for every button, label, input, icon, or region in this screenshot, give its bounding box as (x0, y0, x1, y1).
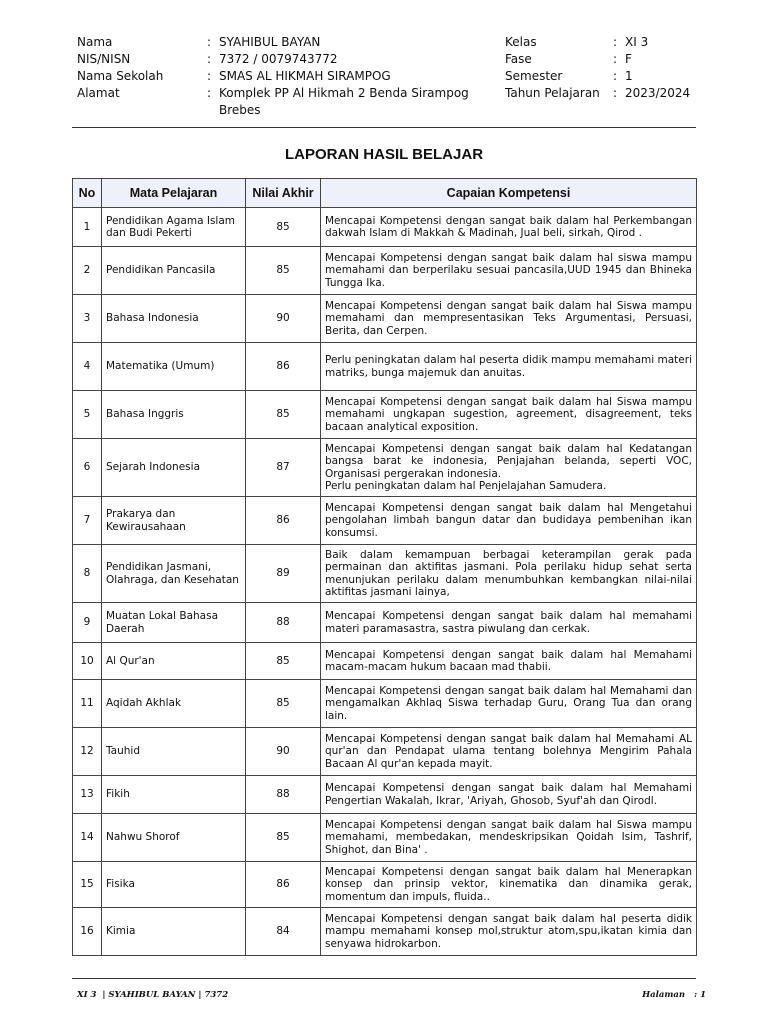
row-subject: Aqidah Akhlak (102, 680, 246, 728)
info-row (77, 85, 499, 119)
row-achievement: Perlu peningkatan dalam hal peserta didik mampu memahami materi matriks, bunga majemuk dan anuitas. (321, 343, 697, 391)
row-achievement: Mencapai Kompetensi dengan sangat baik dalam hal Perkembangan dakwah Islam di Makkah & Madinah, Jual beli, sirkah, Qirod . (321, 208, 697, 247)
row-achievement: Mencapai Kompetensi dengan sangat baik dalam hal Kedatangan bangsa barat ke indonesia, Penjajahan belanda, seperti VOC, Organisasi pergerakan indonesia. Perlu peningkatan dalam hal Penjelajahan Samudera. (321, 439, 697, 497)
row-number: 4 (73, 343, 102, 391)
info-separator: : (207, 35, 212, 49)
row-subject: Al Qur'an (102, 643, 246, 680)
table-row (73, 247, 697, 295)
grades-table (72, 178, 697, 956)
info-label: NIS/NISN (77, 52, 131, 66)
row-score: 85 (246, 208, 321, 247)
info-row (77, 68, 499, 85)
table-row (73, 439, 697, 497)
row-score: 87 (246, 439, 321, 497)
table-row (73, 862, 697, 908)
row-achievement: Mencapai Kompetensi dengan sangat baik dalam hal Siswa mampu memahami, membedakan, mendeskripsikan Qoidah Isim, Tashrif, Shighot, dan Bina' . (321, 814, 697, 862)
table-row (73, 680, 697, 728)
table-row (73, 908, 697, 956)
footer-student-info: XI 3 | SYAHIBUL BAYAN | 7372 (77, 990, 229, 1000)
table-row (73, 208, 697, 247)
header-achievement: Capaian Kompetensi (321, 179, 697, 208)
row-score: 86 (246, 862, 321, 908)
row-score: 86 (246, 343, 321, 391)
table-row (73, 497, 697, 545)
row-number: 11 (73, 680, 102, 728)
row-score: 85 (246, 247, 321, 295)
row-number: 7 (73, 497, 102, 545)
info-label: Fase (505, 52, 532, 66)
info-row (77, 51, 499, 68)
row-achievement: Mencapai Kompetensi dengan sangat baik dalam hal Siswa mampu memahami ungkapan sugestion, agreement, disagreement, teks bacaan analytical exposition. (321, 391, 697, 439)
row-number: 9 (73, 603, 102, 643)
table-row (73, 343, 697, 391)
info-value: 2023/2024 (625, 86, 691, 100)
table-row (73, 643, 697, 680)
row-number: 12 (73, 728, 102, 776)
info-row (505, 68, 690, 85)
row-subject: Bahasa Inggris (102, 391, 246, 439)
row-subject: Pendidikan Agama Islam dan Budi Pekerti (102, 208, 246, 247)
row-score: 89 (246, 545, 321, 603)
row-subject: Pendidikan Pancasila (102, 247, 246, 295)
row-subject: Sejarah Indonesia (102, 439, 246, 497)
row-subject: Tauhid (102, 728, 246, 776)
row-number: 8 (73, 545, 102, 603)
info-separator: : (613, 69, 618, 83)
info-value: F (625, 52, 632, 66)
row-achievement: Mencapai Kompetensi dengan sangat baik dalam hal Siswa mampu memahami dan mempresentasikan Teks Argumentasi, Persuasi, Berita, dan Cerpen. (321, 295, 697, 343)
table-row (73, 545, 697, 603)
footer-page-number: Halaman : 1 (642, 990, 706, 1000)
header-divider (72, 127, 696, 128)
row-achievement: Mencapai Kompetensi dengan sangat baik dalam hal Memahami Pengertian Wakalah, Ikrar, 'Ariyah, Ghosob, Syuf'ah dan Qirodl. (321, 776, 697, 814)
row-score: 85 (246, 680, 321, 728)
table-row (73, 814, 697, 862)
row-number: 5 (73, 391, 102, 439)
header-no: No (73, 179, 102, 208)
row-achievement: Mencapai Kompetensi dengan sangat baik dalam hal Menerapkan konsep dan prinsip vektor, kinematika dan dinamika gerak, momentum dan impuls, fluida.. (321, 862, 697, 908)
info-row (77, 34, 499, 51)
header-score: Nilai Akhir (246, 179, 321, 208)
row-number: 14 (73, 814, 102, 862)
row-number: 1 (73, 208, 102, 247)
row-achievement: Mencapai Kompetensi dengan sangat baik dalam hal Mengetahui pengolahan limbah bangun datar dan budidaya pembenihan ikan konsumsi. (321, 497, 697, 545)
info-separator: : (613, 35, 618, 49)
info-label: Alamat (77, 86, 120, 100)
table-row (73, 391, 697, 439)
row-number: 15 (73, 862, 102, 908)
info-label: Nama Sekolah (77, 69, 164, 83)
row-number: 10 (73, 643, 102, 680)
footer-divider (72, 978, 696, 979)
row-subject: Fikih (102, 776, 246, 814)
row-achievement: Mencapai Kompetensi dengan sangat baik dalam hal siswa mampu memahami dan berperilaku sesuai pancasila,UUD 1945 dan Bhineka Tungga Ika. (321, 247, 697, 295)
info-separator: : (613, 52, 618, 66)
info-value: 7372 / 0079743772 (219, 52, 338, 66)
info-separator: : (207, 69, 212, 83)
row-subject: Muatan Lokal Bahasa Daerah (102, 603, 246, 643)
row-subject: Fisika (102, 862, 246, 908)
row-score: 86 (246, 497, 321, 545)
row-achievement: Mencapai Kompetensi dengan sangat baik dalam hal Memahami AL qur'an dan Pendapat ulama tentang bolehnya Mengirim Pahala Bacaan Al qur'an kepada mayit. (321, 728, 697, 776)
info-value: 1 (625, 69, 633, 83)
row-subject: Kimia (102, 908, 246, 956)
info-row (505, 85, 690, 102)
info-value: SYAHIBUL BAYAN (219, 35, 321, 49)
row-number: 3 (73, 295, 102, 343)
header-subject: Mata Pelajaran (102, 179, 246, 208)
report-title: LAPORAN HASIL BELAJAR (284, 146, 484, 163)
info-row (505, 34, 690, 51)
row-number: 6 (73, 439, 102, 497)
info-separator: : (207, 86, 212, 100)
row-number: 2 (73, 247, 102, 295)
info-label: Tahun Pelajaran (505, 86, 600, 100)
table-header-row (73, 179, 697, 208)
row-achievement: Mencapai Kompetensi dengan sangat baik dalam hal Memahami dan mengamalkan Akhlaq Siswa terhadap Guru, Orang Tua dan orang lain. (321, 680, 697, 728)
row-score: 88 (246, 776, 321, 814)
row-achievement: Mencapai Kompetensi dengan sangat baik dalam hal Memahami macam-macam hukum bacaan mad thabii. (321, 643, 697, 680)
row-achievement: Mencapai Kompetensi dengan sangat baik dalam hal peserta didik mampu memahami konsep mol,struktur atom,spu,ikatan kimia dan senyawa hidrokarbon. (321, 908, 697, 956)
info-row (505, 51, 690, 68)
row-subject: Prakarya dan Kewirausahaan (102, 497, 246, 545)
student-info-left (77, 34, 499, 119)
row-subject: Pendidikan Jasmani, Olahraga, dan Kesehatan (102, 545, 246, 603)
row-achievement: Baik dalam kemampuan berbagai keterampilan gerak pada permainan dan aktifitas jasmani. Pola perilaku hidup sehat serta menunjukan perilaku dalam menumbuhkan kembangkan nilai-nilai aktifitas jasmani lainya, (321, 545, 697, 603)
info-value: SMAS AL HIKMAH SIRAMPOG (219, 69, 391, 83)
info-label: Semester (505, 69, 563, 83)
row-score: 90 (246, 728, 321, 776)
info-value: XI 3 (625, 35, 649, 49)
row-subject: Matematika (Umum) (102, 343, 246, 391)
info-label: Kelas (505, 35, 537, 49)
row-number: 16 (73, 908, 102, 956)
row-achievement: Mencapai Kompetensi dengan sangat baik dalam hal memahami materi paramasastra, sastra piwulang dan cerkak. (321, 603, 697, 643)
student-info-right (505, 34, 690, 102)
info-separator: : (613, 86, 618, 100)
row-subject: Bahasa Indonesia (102, 295, 246, 343)
row-subject: Nahwu Shorof (102, 814, 246, 862)
table-row (73, 728, 697, 776)
row-score: 85 (246, 643, 321, 680)
table-row (73, 295, 697, 343)
row-score: 84 (246, 908, 321, 956)
row-score: 90 (246, 295, 321, 343)
table-row (73, 776, 697, 814)
row-score: 88 (246, 603, 321, 643)
row-score: 85 (246, 814, 321, 862)
row-score: 85 (246, 391, 321, 439)
table-row (73, 603, 697, 643)
row-number: 13 (73, 776, 102, 814)
info-value: Komplek PP Al Hikmah 2 Benda Sirampog Brebes (219, 86, 469, 117)
info-separator: : (207, 52, 212, 66)
info-label: Nama (77, 35, 113, 49)
